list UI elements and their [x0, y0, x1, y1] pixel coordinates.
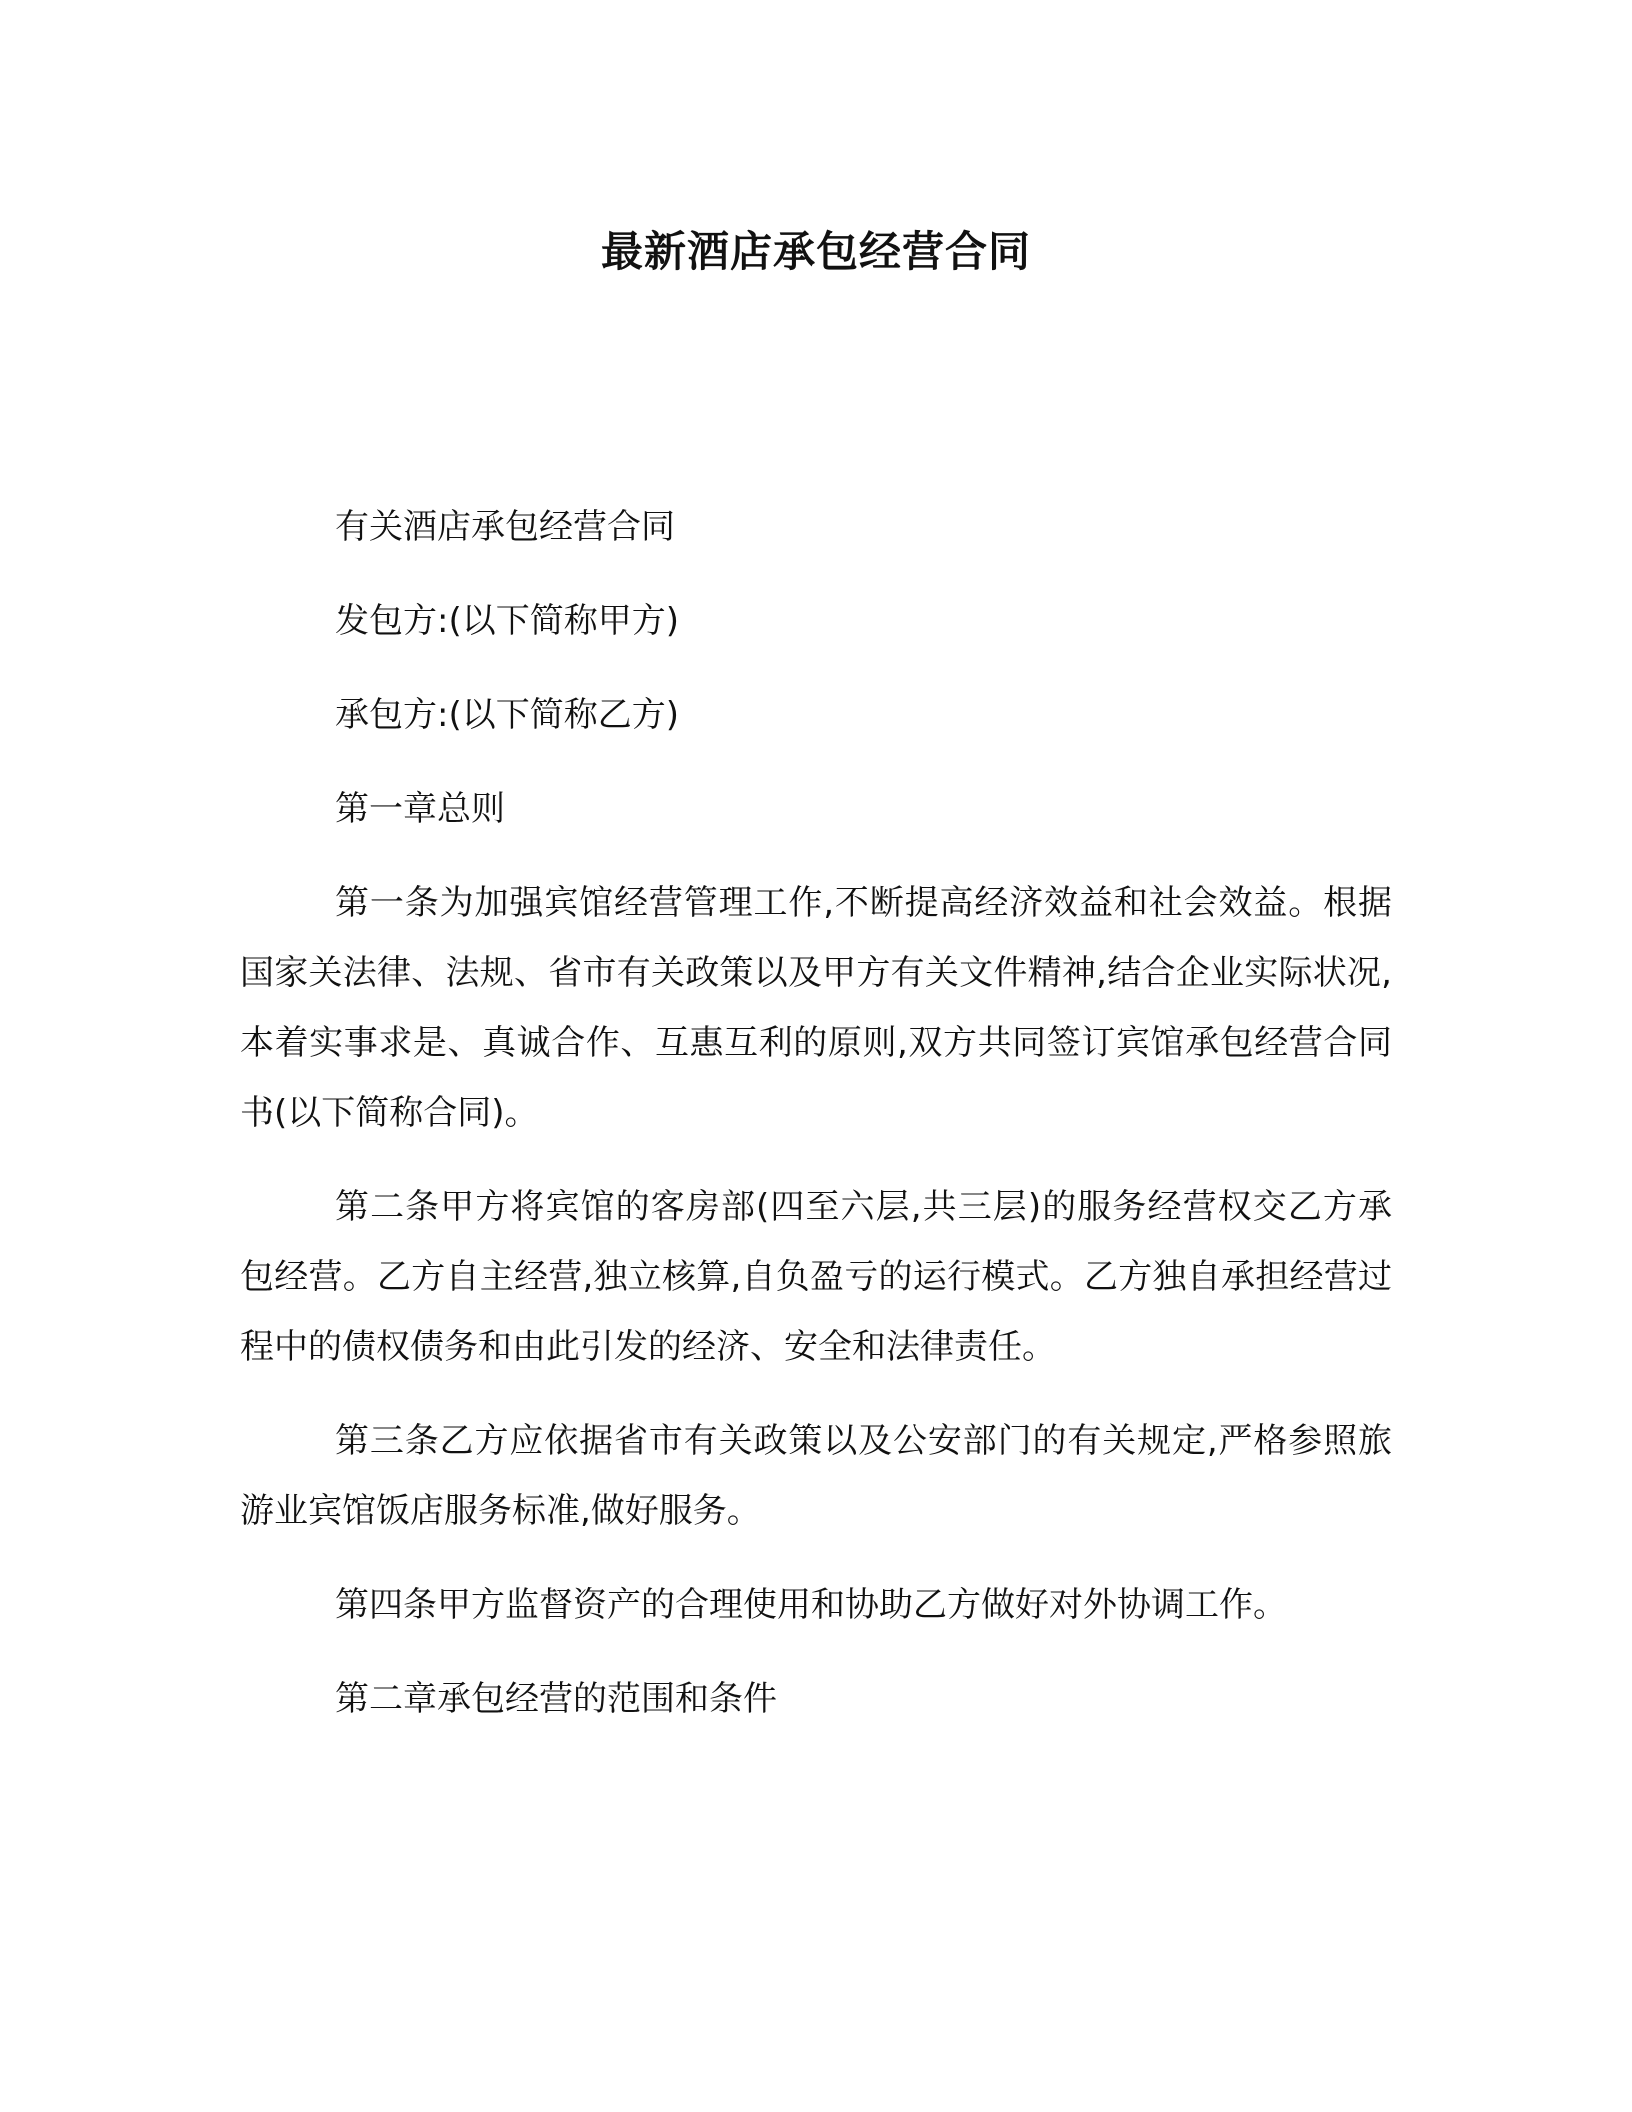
paragraph-subtitle: 有关酒店承包经营合同 — [335, 507, 675, 547]
paragraph-article-4: 第四条甲方监督资产的合理使用和协助乙方做好对外协调工作。 — [335, 1585, 1287, 1625]
paragraph-chapter-1-heading: 第一章总则 — [335, 789, 505, 829]
paragraph-party-b: 承包方:(以下简称乙方) — [335, 695, 679, 735]
paragraph-article-2: 第二条甲方将宾馆的客房部(四至六层,共三层)的服务经营权交乙方承包经营。乙方自主经营,独立核算,自负盈亏的运行模式。乙方独自承担经营过程中的债权债务和由此引发的经济、安全和法律责任。 — [240, 1187, 1392, 1367]
paragraph-article-1: 第一条为加强宾馆经营管理工作,不断提高经济效益和社会效益。根据国家关法律、法规、省市有关政策以及甲方有关文件精神,结合企业实际状况,本着实事求是、真诚合作、互惠互利的原则,双方共同签订宾馆承包经营合同书(以下简称合同)。 — [240, 883, 1392, 1133]
paragraph-chapter-2-heading: 第二章承包经营的范围和条件 — [335, 1679, 777, 1719]
paragraph-article-3: 第三条乙方应依据省市有关政策以及公安部门的有关规定,严格参照旅游业宾馆饭店服务标准,做好服务。 — [240, 1421, 1392, 1531]
document-title: 最新酒店承包经营合同 — [600, 227, 1031, 276]
paragraph-party-a: 发包方:(以下简称甲方) — [335, 601, 679, 641]
document-body — [240, 492, 1392, 1758]
